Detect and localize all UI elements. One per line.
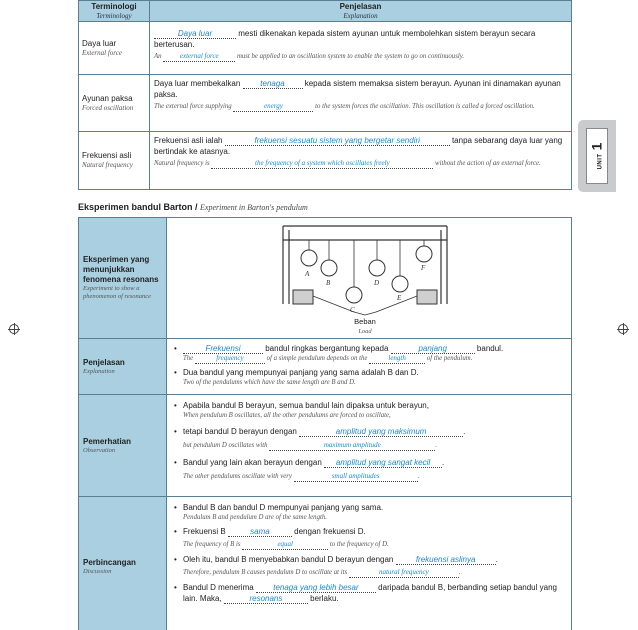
- row-label: Perbincangan: [83, 557, 136, 567]
- answer-blank[interactable]: amplitud yang maksimum: [299, 427, 463, 437]
- load-label-en: Load: [358, 328, 372, 335]
- row-label: Eksperimen yang menunjukkan fenomena resonans: [83, 255, 159, 284]
- pendulum-F: [416, 240, 432, 262]
- term-name-en: Natural frequency: [82, 161, 133, 169]
- answer-blank[interactable]: panjang: [391, 344, 475, 354]
- label-C: C: [350, 306, 355, 314]
- answer-blank[interactable]: Daya luar: [154, 29, 236, 39]
- unit-tab: [578, 120, 616, 192]
- answer-blank[interactable]: Frekuensi: [183, 344, 263, 354]
- term-row-natural-frequency: Frekuensi asli Natural frequency Frekuensi asli ialah frekuensi sesuatu sistem yang bergetar sendiri tanpa sebarang daya luar yang bertindak ke atasnya. Natural frequency is the frequency of a system which oscillates freely without the action of an external force.: [79, 132, 572, 190]
- answer-blank[interactable]: tenaga: [243, 79, 303, 89]
- term-row-external-force: Daya luar External force Daya luar mesti dikenakan kepada sistem ayunan untuk membolehkan sistem berayun secara berterusan. An external force must be applied to an oscillation system to enable the system to go on continuously.: [79, 22, 572, 75]
- row-label-en: Explanation: [83, 367, 115, 375]
- answer-blank[interactable]: small amplitudes: [294, 472, 418, 482]
- pendulum-B: [321, 240, 337, 276]
- pendulum-A: [301, 240, 317, 266]
- left-base: [293, 290, 313, 304]
- row-label: Penjelasan: [83, 357, 125, 367]
- bullet-item: • Dua bandul yang mempunyai panjang yang sama adalah B dan D. Two of the pendulums which have the same length are B and D.: [173, 367, 565, 387]
- answer-blank[interactable]: frekuensi sesuatu sistem yang bergetar sendiri: [225, 136, 450, 146]
- unit-number: 1: [588, 142, 605, 151]
- answer-blank[interactable]: sama: [228, 527, 292, 537]
- unit-label: UNIT: [597, 153, 604, 170]
- term-name: Daya luar: [82, 38, 117, 48]
- answer-blank[interactable]: equal: [242, 540, 328, 550]
- label-F: F: [421, 264, 426, 272]
- term-name-en: External force: [82, 48, 122, 57]
- barton-row-explanation: [79, 338, 571, 394]
- bullet-item: • Bandul B dan bandul D mempunyai panjang yang sama. Pendulum B and pendulum D are of the same length.: [173, 502, 565, 522]
- term-name: Frekuensi asli: [82, 151, 132, 160]
- answer-blank[interactable]: amplitud yang sangat kecil: [324, 458, 442, 468]
- registration-mark-right: [618, 324, 628, 334]
- answer-blank[interactable]: frekuensi aslinya: [396, 555, 496, 565]
- section-title: Eksperimen bandul Barton / Experiment in Barton's pendulum: [78, 202, 308, 212]
- bullet-item: • Bandul D menerima tenaga yang lebih besar daripada bandul B, berbanding setiap bandul yang lain. Maka, resonans berlaku.: [173, 582, 565, 604]
- load-label: Beban: [354, 317, 376, 326]
- bullet-item: • Apabila bandul B berayun, semua bandul lain dipaksa untuk berayun, When pendulum B oscillates, all the other pendulums are forced to oscillate,: [173, 400, 565, 420]
- label-B: B: [326, 279, 331, 287]
- registration-mark-left: [9, 324, 19, 334]
- row-label-en: Experiment to show a phenomenon of resonance: [83, 285, 151, 300]
- explanation-header: Penjelasan Explanation: [150, 1, 572, 22]
- bullet-item: • tetapi bandul D berayun dengan amplitud yang maksimum . but pendulum D oscillates with maximum amplitude .: [173, 426, 565, 451]
- bullet-item: • Frekuensi bandul ringkas bergantung kepada panjang bandul. The frequency of a simple pendulum depends on the length of the pendulum.: [173, 343, 565, 364]
- bullet-item: • Oleh itu, bandul B menyebabkan bandul D berayun dengan frekuensi aslinya . Therefore, pendulum B causes pendulum D to oscillate at its natural frequency .: [173, 554, 565, 578]
- right-base: [417, 290, 437, 304]
- answer-blank[interactable]: length: [369, 354, 425, 364]
- label-A: A: [305, 270, 310, 278]
- terminology-header: Terminologi Terminology: [79, 1, 150, 22]
- answer-blank[interactable]: frequency: [195, 354, 265, 364]
- term-row-forced-oscillation: Ayunan paksa Forced oscillation Daya luar membekalkan tenaga kepada sistem memaksa sistem berayun. Ayunan ini dinamakan ayunan paksa. The external force supplying energy to the system forces the oscillation. This oscillation is called a forced oscillation.: [79, 75, 572, 132]
- terminology-section: [78, 0, 572, 190]
- barton-pendulum-diagram: [167, 218, 571, 336]
- row-label-en: Observation: [83, 446, 116, 454]
- bullet-item: • Bandul yang lain akan berayun dengan amplitud yang sangat kecil . The other pendulums oscillate with very small amplitudes .: [173, 457, 565, 482]
- answer-blank[interactable]: resonans: [224, 594, 308, 604]
- barton-row-observation: [79, 394, 571, 496]
- term-name-en: Forced oscillation: [82, 103, 134, 112]
- answer-blank[interactable]: the frequency of a system which oscillates freely: [211, 159, 433, 169]
- barton-row-discussion: [79, 496, 571, 630]
- barton-table: [78, 217, 572, 630]
- answer-blank[interactable]: energy: [233, 102, 313, 112]
- pendulum-D: [369, 240, 385, 276]
- row-label-en: Discussion: [83, 567, 112, 575]
- answer-blank[interactable]: natural frequency: [349, 568, 459, 578]
- answer-blank[interactable]: external force: [163, 52, 235, 62]
- pendulum-E: [392, 240, 408, 292]
- answer-blank[interactable]: maximum amplitude: [269, 441, 435, 451]
- row-label: Pemerhatian: [83, 436, 132, 446]
- terminology-table: [78, 0, 572, 190]
- barton-row-experiment: [79, 218, 571, 338]
- label-D: D: [374, 279, 380, 287]
- answer-blank[interactable]: tenaga yang lebih besar: [256, 583, 376, 593]
- pendulum-C: [346, 240, 362, 303]
- term-name: Ayunan paksa: [82, 93, 133, 103]
- bullet-item: • Frekuensi B sama dengan frekuensi D. The frequency of B is equal to the frequency of D.: [173, 526, 565, 550]
- label-E: E: [397, 294, 402, 302]
